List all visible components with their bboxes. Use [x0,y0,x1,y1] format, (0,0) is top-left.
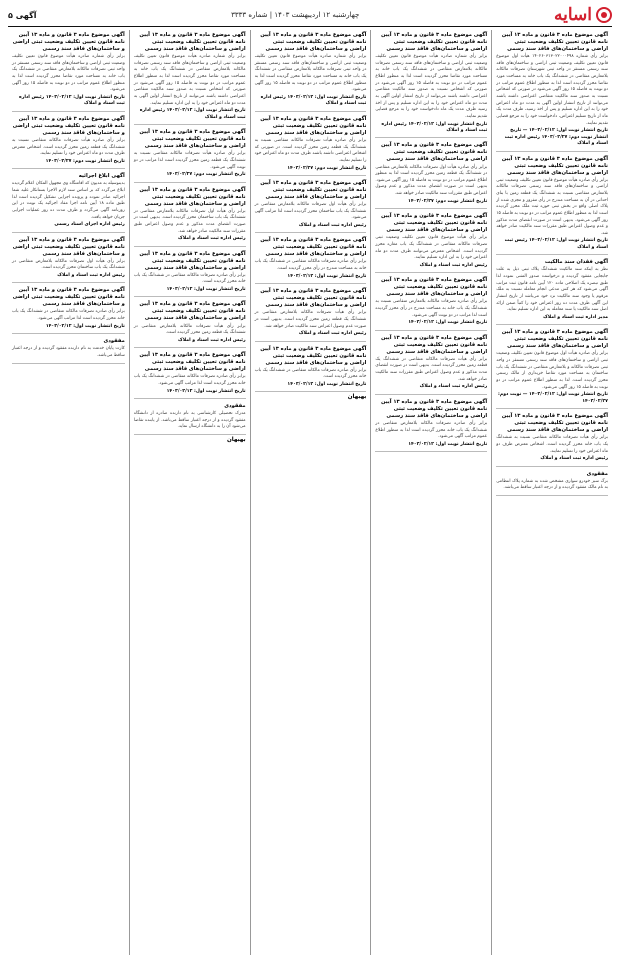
notice-body: کارت پایان خدمت به نام دارنده مفقود گردیده و از درجه اعتبار ساقط می‌باشد. [12,346,125,358]
legal-notice [12,30,125,112]
ad-column [250,30,371,955]
notice-signature: تاریخ انتشار نوبت اول: ۱۴۰۳/۰۲/۱۲ رئیس اداره ثبت اسناد و املاک [381,121,488,134]
notice-signature: تاریخ انتشار نوبت اول: ۱۴۰۳/۰۲/۱۲ رئیس ثبت اسناد و املاک [504,238,608,250]
notice-body: برابر رأی صادره هیأت موضوع قانون تعیین تکلیف وضعیت ثبتی اراضی و ساختمان‌های فاقد سند رسمی تصرفات مالکانه بلامعارض متقاضی نسبت به ششدانگ یک قطعه زمین با بنای احداثی در آن به مساحت مندرج در رأی مفروز و مجزی شده از پلاک اصلی واقع در بخش ثبتی حوزه ثبت ملک محرز گردیده است لذا به منظور اطلاع عموم مراتب در دو نوبت به فاصله ۱۵ روز آگهی می‌شود. بدیهی است در صورت انقضای مدت مذکور و عدم وصول اعتراض طبق مقررات سند مالکیت صادر خواهد شد. [496,177,608,236]
notice-signature: تاریخ انتشار نوبت اول: ۱۴۰۳/۰۲/۱۲ [408,320,488,326]
legal-notice [134,185,246,247]
notice-title: آگهی موضوع ماده ۳ قانون و ماده ۱۳ آیین نامه قانون تعیین تکلیف وضعیت ثبتی اراضی و ساختمان‌های فاقد سند رسمی [139,32,246,53]
notice-signature: رئیس اداره ثبت اسناد و املاک [419,384,488,390]
masthead [8,4,612,27]
notice-title: آگهی موضوع ماده ۳ قانون و ماده ۱۳ آیین نامه قانون تعیین تکلیف وضعیت ثبتی اراضی و ساختمان‌های فاقد سند رسمی [501,32,608,53]
notice-signature: تاریخ انتشار نوبت دوم: ۱۴۰۳/۰۲/۲۷ [287,165,367,171]
notice-body: برابر رأی هیأت اول تصرفات مالکانه بلامعارض متقاضی در ششدانگ یک باب ساختمان محرز گردیده است. [12,258,125,271]
notice-title: آگهی موضوع ماده ۳ قانون و ماده ۱۳ آیین نامه قانون تعیین تکلیف وضعیت ثبتی اراضی و ساختمان‌های فاقد سند رسمی [12,287,125,308]
notice-title: آگهی موضوع ماده ۳ قانون و ماده ۱۳ آیین نامه قانون تعیین تکلیف وضعیت ثبتی اراضی و ساختمان‌های فاقد سند رسمی [501,155,608,176]
legal-notice [255,30,367,112]
ad-column [8,30,129,955]
notice-body: برابر رأی صادره تصرفات مالکانه بلامعارض متقاضی نسبت به ششدانگ یک باب خانه به مساحت مندرج در رأی محرز گردیده است لذا مراتب در دو نوبت آگهی می‌شود. [375,299,488,318]
legal-notice [375,140,487,209]
legal-notice [12,171,125,232]
legal-notice [134,350,246,399]
notice-title: آگهی موضوع ماده ۳ قانون و ماده ۱۳ آیین نامه قانون تعیین تکلیف وضعیت ثبتی اراضی و ساختمان‌های فاقد سند رسمی [381,213,488,234]
legal-notice [375,211,487,273]
notice-body: برابر رأی هیأت تصرفات مالکانه بلامعارض متقاضی در ششدانگ یک قطعه زمین محرز گردیده است. بدیهی است در صورت عدم وصول اعتراض سند مالکیت صادر خواهد شد. [254,310,367,329]
ad-column [129,30,250,955]
legal-notice [12,285,125,334]
legal-notice [496,154,608,256]
legal-notice [134,127,246,182]
notice-signature: تاریخ انتشار نوبت اول: ۱۴۰۳/۰۲/۱۲ — تاریخ انتشار نوبت دوم: ۱۴۰۳/۰۲/۲۷ رئیس اداره ثبت اسناد و املاک [504,128,608,147]
notice-signature: رئیس اداره ثبت اسناد و املاک [178,337,246,343]
legal-notice [375,333,487,395]
logo-text: اسایه [554,5,592,25]
legal-notice [134,249,246,298]
notice-body: برابر رأی صادره تصرفات مالکانه متقاضی در ششدانگ یک باب خانه محرز گردیده است لذا مراتب آگهی می‌شود. [12,309,125,322]
notice-title: آگهی موضوع ماده ۳ قانون و ماده ۱۳ آیین نامه قانون تعیین تکلیف وضعیت ثبتی اراضی و ساختمان‌های فاقد سند رسمی [12,236,125,257]
notice-title: آگهی موضوع ماده ۳ قانون و ماده ۱۳ آیین نامه قانون تعیین تکلیف وضعیت ثبتی اراضی و ساختمان‌های فاقد سند رسمی [381,32,488,53]
notice-title: آگهی فقدان سند مالکیت [544,259,608,266]
notice-title: آگهی موضوع ماده ۳ قانون و ماده ۱۳ آیین نامه قانون تعیین تکلیف وضعیت ثبتی اراضی و ساختمان‌های فاقد سند رسمی [139,250,246,271]
notice-title: مفقودی [103,338,125,345]
notice-title: آگهی موضوع ماده ۳ قانون و ماده ۱۳ آیین نامه قانون تعیین تکلیف وضعیت ثبتی اراضی و ساختمان‌های فاقد سند رسمی [381,277,488,298]
legal-notice [496,327,608,409]
notice-body: برابر رأی صادره تصرفات مالکانه متقاضی در ششدانگ یک باب خانه به مساحت مندرج در رأی محرز گردیده است. [254,259,367,272]
notice-title: آگهی موضوع ماده ۳ قانون و ماده ۱۳ آیین نامه قانون تعیین تکلیف وضعیت ثبتی اراضی و ساختمان‌های فاقد سند رسمی [501,329,608,350]
notice-title: آگهی موضوع ماده ۳ قانون و ماده ۱۳ آیین نامه قانون تعیین تکلیف وضعیت ثبتی اراضی و ساختمان‌های فاقد سند رسمی [501,413,608,434]
notice-title: آگهی موضوع ماده ۳ قانون و ماده ۱۳ آیین نامه قانون تعیین تکلیف وضعیت ثبتی اراضی و ساختمان‌های فاقد سند رسمی [381,398,488,419]
legal-notice [255,344,367,393]
notice-body: برابر رأی هیأت اول تصرفات مالکانه بلامعارض متقاضی در ششدانگ یک باب ساختمان محرز گردیده است لذا مراتب آگهی می‌شود. [254,201,367,221]
notice-signature: تاریخ انتشار نوبت اول: ۱۴۰۳/۰۲/۱۲ رئیس اداره ثبت اسناد و املاک [139,108,246,120]
notice-signature: رئیس اداره ثبت اسناد و املاک [419,262,488,268]
notice-body: برابر رأی شماره صادره هیأت موضوع قانون تعیین تکلیف وضعیت ثبتی اراضی و ساختمان‌های فاقد سند رسمی مستقر در واحد ثبتی تصرفات مالکانه بلامعارض متقاضی در ششدانگ یک باب خانه به مساحت مورد تقاضا محرز گردیده است لذا به منظور اطلاع عموم مراتب در دو نوبت به فاصله ۱۵ روز آگهی می‌شود. [254,54,367,93]
legal-notice [12,336,125,363]
notice-title: آگهی موضوع ماده ۳ قانون و ماده ۱۳ آیین نامه قانون تعیین تکلیف وضعیت ثبتی اراضی و ساختمان‌های فاقد سند رسمی [12,32,125,53]
notice-title: آگهی موضوع ماده ۳ قانون و ماده ۱۳ آیین نامه قانون تعیین تکلیف وضعیت ثبتی اراضی و ساختمان‌های فاقد سند رسمی [260,345,367,366]
legal-notice [375,30,487,138]
notice-signature: تاریخ انتشار نوبت اول: ۱۴۰۳/۰۲/۱۲ [287,273,367,279]
notice-title: آگهی ابلاغ اجرائیه [78,173,125,180]
notice-signature: تاریخ انتشار نوبت اول: ۱۴۰۳/۰۲/۱۲ — نوبت دوم: ۱۴۰۳/۰۲/۲۷ [497,392,608,404]
logo-mark-icon [596,7,612,23]
notice-signature: تاریخ انتشار نوبت اول: ۱۴۰۳/۰۲/۱۲ [166,388,246,394]
ad-column [370,30,491,955]
notice-body: برابر رأی صادره هیأت تصرفات مالکانه متقاضی نسبت به ششدانگ یک قطعه زمین محرز گردیده است. اشخاص معترض ظرف مدت دو ماه اعتراض خود را تسلیم نمایند. [12,137,125,157]
logo [554,5,612,25]
notice-body: برابر رأی شماره صادره هیأت موضوع قانون تعیین تکلیف وضعیت ثبتی اراضی و ساختمان‌های فاقد سند رسمی تصرفات مالکانه بلامعارض متقاضی در ششدانگ یک باب خانه به مساحت مورد تقاضا محرز گردیده است لذا به منظور اطلاع عموم مراتب در دو نوبت به فاصله ۱۵ روز آگهی می‌شود در صورتی که اشخاص نسبت به صدور سند مالکیت متقاضی اعتراضی داشته باشند می‌توانند از تاریخ انتشار اولین آگهی به مدت دو ماه اعتراض خود را به این اداره تسلیم نمایند. [133,54,246,106]
notice-title: مفقودی [224,403,246,410]
notice-signature: رئیس اداره ثبت اسناد و املاک [540,456,608,462]
legal-notice [255,114,367,176]
notice-body: مدرک تحصیلی کارشناسی به نام دارنده صادره از دانشگاه مفقود گردیده و از درجه اعتبار ساقط می‌باشد. از یابنده تقاضا می‌شود آن را به دانشگاه ارسال نماید. [133,411,246,430]
legal-notice [375,275,487,330]
notice-title: مفقودی [586,470,608,477]
notice-body: برابر رأی شماره صادره هیأت موضوع قانون تعیین تکلیف وضعیت ثبتی اراضی و ساختمان‌های فاقد سند رسمی تصرفات مالکانه بلامعارض متقاضی در ششدانگ یک باب خانه به مساحت مورد تقاضا محرز گردیده است لذا به منظور اطلاع عموم مراتب در دو نوبت به فاصله ۱۵ روز آگهی می‌شود در صورتی که اشخاص نسبت به صدور سند مالکیت متقاضی اعتراضی داشته باشند می‌توانند از تاریخ انتشار اولین آگهی به مدت دو ماه اعتراض خود را به این اداره تسلیم و پس از اخذ رسید ظرف مدت یک ماه دادخواست خود را به مرجع قضایی تقدیم نمایند. [375,54,488,119]
notice-signature: تاریخ انتشار نوبت اول: ۱۴۰۳/۰۲/۱۲ [166,287,246,293]
legal-notice [255,235,367,284]
page-number: ۵ [8,10,13,20]
legal-notice [12,235,125,284]
legal-notice [496,30,608,152]
notice-signature: تاریخ انتشار نوبت دوم: ۱۴۰۳/۰۲/۲۷ [408,198,488,204]
ad-column [491,30,612,955]
notice-body: برابر رأی صادره تصرفات مالکانه بلامعارض متقاضی در ششدانگ یک باب خانه محرز گردیده است لذا به منظور اطلاع عموم مراتب آگهی می‌شود. [375,420,488,440]
notice-signature: تاریخ انتشار نوبت اول: ۱۴۰۳/۰۲/۱۲ رئیس اداره ثبت اسناد و املاک [19,94,125,107]
legal-notice [375,397,487,452]
notice-title: آگهی موضوع ماده ۳ قانون و ماده ۱۳ آیین نامه قانون تعیین تکلیف وضعیت ثبتی اراضی و ساختمان‌های فاقد سند رسمی [139,301,246,322]
notice-title: آگهی موضوع ماده ۳ قانون و ماده ۱۳ آیین نامه قانون تعیین تکلیف وضعیت ثبتی اراضی و ساختمان‌های فاقد سند رسمی [260,115,367,136]
notice-body: برابر رأی شماره ۱۴۰۲۶۰۳۱۳۰۲۲۰۰۰۴۹۸ هیأت اول موضوع قانون تعیین تکلیف وضعیت ثبتی اراضی و ساختمان‌های فاقد سند رسمی مستقر در واحد ثبتی شهرستان تصرفات مالکانه بلامعارض متقاضی در ششدانگ یک باب خانه به مساحت مورد تقاضا محرز گردیده است لذا به منظور اطلاع عموم مراتب در دو نوبت به فاصله ۱۵ روز آگهی می‌شود در صورتی که اشخاص نسبت به صدور سند مالکیت متقاضی اعتراضی داشته باشند می‌توانند از تاریخ انتشار اولین آگهی به مدت دو ماه اعتراض خود را به این اداره تسلیم و پس از اخذ رسید، ظرف مدت یک ماه از تاریخ تسلیم اعتراض، دادخواست خود را به مرجع قضایی تقدیم نمایند. [496,54,609,126]
city-name: بهبهان [226,437,246,443]
notice-title: آگهی موضوع ماده ۳ قانون و ماده ۱۳ آیین نامه قانون تعیین تکلیف وضعیت ثبتی اراضی و ساختمان‌های فاقد سند رسمی [139,186,246,207]
notice-body: برابر رأی هیأت موضوع قانون تعیین تکلیف وضعیت ثبتی تصرفات مالکانه متقاضی در ششدانگ یک باب مغازه محرز گردیده است. اشخاص معترض می‌توانند ظرف مدت دو ماه اعتراض خود را به این اداره تسلیم نمایند. [375,235,488,261]
notice-body: برابر رأی شماره صادره هیأت موضوع قانون تعیین تکلیف وضعیت ثبتی اراضی و ساختمان‌های فاقد سند رسمی مستقر در واحد ثبتی تصرفات مالکانه بلامعارض متقاضی در ششدانگ یک باب خانه به مساحت مورد تقاضا محرز گردیده است لذا به منظور اطلاع عموم مراتب در دو نوبت به فاصله ۱۵ روز آگهی می‌شود. [12,54,125,93]
legal-notice [255,286,367,341]
notice-signature: مدیر اداره ثبت اسناد و املاک [543,314,608,320]
notice-body: برابر رأی صادره هیأت اول موضوع قانون تعیین تکلیف وضعیت ثبتی اراضی و ساختمان‌های فاقد سند رسمی مستقر در واحد ثبتی تصرفات مالکانه و بلامعارض متقاضی در ششدانگ یک باب ساختمان به مساحت مورد تقاضا خریداری از مالک رسمی محرز گردیده است. لذا به منظور اطلاع عموم مراتب در دو نوبت به فاصله ۱۵ روز آگهی می‌شود. [496,351,608,390]
notice-signature: تاریخ انتشار نوبت دوم: ۱۴۰۳/۰۲/۲۷ [45,158,125,164]
legal-notice [255,178,367,233]
notice-body: برابر رأی هیأت تصرفات مالکانه متقاضی در ششدانگ یک قطعه زمین محرز گردیده است. بدیهی است در صورت انقضای مدت مذکور و عدم وصول اعتراض طبق مقررات سند مالکیت صادر خواهد شد. [375,356,488,382]
notice-signature: رئیس اداره ثبت اسناد و املاک [57,273,125,278]
issue-date-line: چهارشنبه ۱۲ اردیبهشت ۱۴۰۳ | شماره ۳۳۳۳ [231,11,360,19]
legal-notice [496,411,608,466]
notice-title: آگهی موضوع ماده ۳ قانون و ماده ۱۳ آیین نامه قانون تعیین تکلیف وضعیت ثبتی اراضی و ساختمان‌های فاقد سند رسمی [260,288,367,309]
notice-body: برابر رأی صادره هیأت اول تصرفات مالکانه بلامعارض متقاضی در ششدانگ یک قطعه زمین محرز گردیده است لذا به منظور اطلاع عموم مراتب در دو نوبت به فاصله ۱۵ روز آگهی می‌شود. بدیهی است در صورت انقضای مدت مذکور و عدم وصول اعتراض طبق مقررات سند مالکیت صادر خواهد شد. [375,164,488,197]
notice-body: برابر رأی هیأت تصرفات مالکانه متقاضی نسبت به ششدانگ یک باب خانه محرز گردیده است. اشخاص معترض ظرف دو ماه اعتراض خود را تسلیم نمایند. [496,435,608,454]
notice-signature: رئیس اداره ثبت اسناد و املاک [178,236,246,242]
legal-notice [496,257,608,325]
notice-signature: تاریخ انتشار نوبت اول: ۱۴۰۳/۰۲/۱۲ [408,441,488,447]
notice-title: آگهی موضوع ماده ۳ قانون و ماده ۱۳ آیین نامه قانون تعیین تکلیف وضعیت ثبتی اراضی و ساختمان‌های فاقد سند رسمی [381,142,488,163]
legal-notice [134,299,246,348]
notice-signature: تاریخ انتشار نوبت اول: ۱۴۰۳/۰۲/۱۲ [287,381,367,387]
page-tag [8,11,36,20]
notice-body: برابر رأی صادره تصرفات مالکانه متقاضی در ششدانگ یک باب خانه محرز گردیده است لذا مراتب آگهی می‌شود. [133,374,246,386]
notice-title: آگهی موضوع ماده ۳ قانون و ماده ۱۳ آیین نامه قانون تعیین تکلیف وضعیت ثبتی اراضی و ساختمان‌های فاقد سند رسمی [139,129,246,150]
notice-title: آگهی موضوع ماده ۳ قانون و ماده ۱۳ آیین نامه قانون تعیین تکلیف وضعیت ثبتی اراضی و ساختمان‌های فاقد سند رسمی [381,334,488,355]
legal-notice [12,114,125,169]
notice-body: برابر رأی صادره تصرفات مالکانه متقاضی در ششدانگ یک باب خانه محرز گردیده است. [133,272,246,285]
notice-signature: رئیس اداره اجرای اسناد رسمی [54,222,125,228]
notice-signature: رئیس اداره ثبت اسناد و املاک [298,222,367,228]
notice-signature: تاریخ انتشار نوبت دوم: ۱۴۰۳/۰۲/۲۷ [166,172,246,178]
notice-body: برگ سبز خودرو سواری مشخص شده به شماره پلاک انتظامی به نام مالک مفقود گردیده و از درجه اعتبار ساقط می‌باشد. [496,478,608,491]
notice-body: برابر رأی صادره تصرفات مالکانه متقاضی در ششدانگ یک باب خانه محرز گردیده است. [254,367,367,380]
notice-signature: تاریخ انتشار نوبت اول: ۱۴۰۳/۰۲/۱۲ [45,323,125,329]
notice-title: آگهی موضوع ماده ۳ قانون و ماده ۱۳ آیین نامه قانون تعیین تکلیف وضعیت ثبتی اراضی و ساختمان‌های فاقد سند رسمی [260,32,367,53]
city-name: بهبهان [347,394,367,401]
notice-body: برابر رأی صادره هیأت تصرفات مالکانه متقاضی نسبت به ششدانگ یک قطعه زمین محرز گردیده است. در صورتی که اشخاص اعتراضی داشته باشند ظرف مدت دو ماه اعتراض خود را تسلیم نمایند. [254,137,367,163]
notice-title: آگهی موضوع ماده ۳ قانون و ماده ۱۳ آیین نامه قانون تعیین تکلیف وضعیت ثبتی اراضی و ساختمان‌های فاقد سند رسمی [260,237,367,258]
notice-signature: تاریخ انتشار نوبت اول: ۱۴۰۳/۰۲/۱۲ رئیس اداره ثبت اسناد و املاک [260,94,367,107]
notice-signature: رئیس اداره ثبت اسناد و املاک [298,331,367,337]
notice-title: آگهی موضوع ماده ۳ قانون و ماده ۱۳ آیین نامه قانون تعیین تکلیف وضعیت ثبتی اراضی و ساختمان‌های فاقد سند رسمی [12,115,125,136]
page-label: آگهی [15,10,37,20]
notice-title: آگهی موضوع ماده ۳ قانون و ماده ۱۳ آیین نامه قانون تعیین تکلیف وضعیت ثبتی اراضی و ساختمان‌های فاقد سند رسمی [139,352,246,373]
legal-notice [134,401,246,435]
notice-body: نظر به اینکه سند مالکیت ششدانگ پلاک ثبتی ذیل به علت جابجایی مفقود گردیده و درخواست صدور المثنی نموده لذا طبق تبصره یک اصلاحی ماده ۱۲۰ آیین نامه قانون ثبت مراتب آگهی می‌شود که هر کس مدعی انجام معامله نسبت به ملک مرقوم یا وجود سند مالکیت نزد خود می‌باشد از تاریخ انتشار این آگهی ظرف مدت ده روز اعتراض خود را کتباً ضمن ارائه اصل سند مالکیت یا سند معامله به این اداره تسلیم نماید. [496,267,608,313]
notice-title: آگهی موضوع ماده ۳ قانون و ماده ۱۳ آیین نامه قانون تعیین تکلیف وضعیت ثبتی اراضی و ساختمان‌های فاقد سند رسمی [260,179,367,200]
notice-body: برابر رأی هیأت تصرفات مالکانه بلامعارض متقاضی در ششدانگ یک قطعه زمین محرز گردیده است. [133,323,246,336]
legal-notice [496,469,608,496]
notice-body: برابر رأی هیأت اول تصرفات مالکانه بلامعارض متقاضی در ششدانگ یک باب ساختمان محرز گردیده است. بدیهی است در صورت انقضای مدت مذکور و عدم وصول اعتراض طبق مقررات سند مالکیت صادر خواهد شد. [133,208,246,234]
notice-body: برابر رأی صادره هیأت تصرفات مالکانه متقاضی نسبت به ششدانگ یک قطعه زمین محرز گردیده است لذا مراتب در دو نوبت آگهی می‌شود. [133,151,246,170]
ad-columns [8,30,612,955]
legal-notice [134,30,246,125]
notice-body: بدینوسیله به مدیون که اقامتگاه وی مجهول المکان اعلام گردیده ابلاغ می‌گردد که بر اساس سند لازم الاجرا بستانکار علیه شما اجرائیه صادر نموده و پرونده اجرایی تشکیل گردیده است لذا طبق ماده ۱۸ آیین نامه اجرا مفاد اجرائیه یک نوبت در این روزنامه آگهی می‌گردد و ظرف مدت ده روز عملیات اجرایی جریان خواهد یافت. [11,181,125,220]
